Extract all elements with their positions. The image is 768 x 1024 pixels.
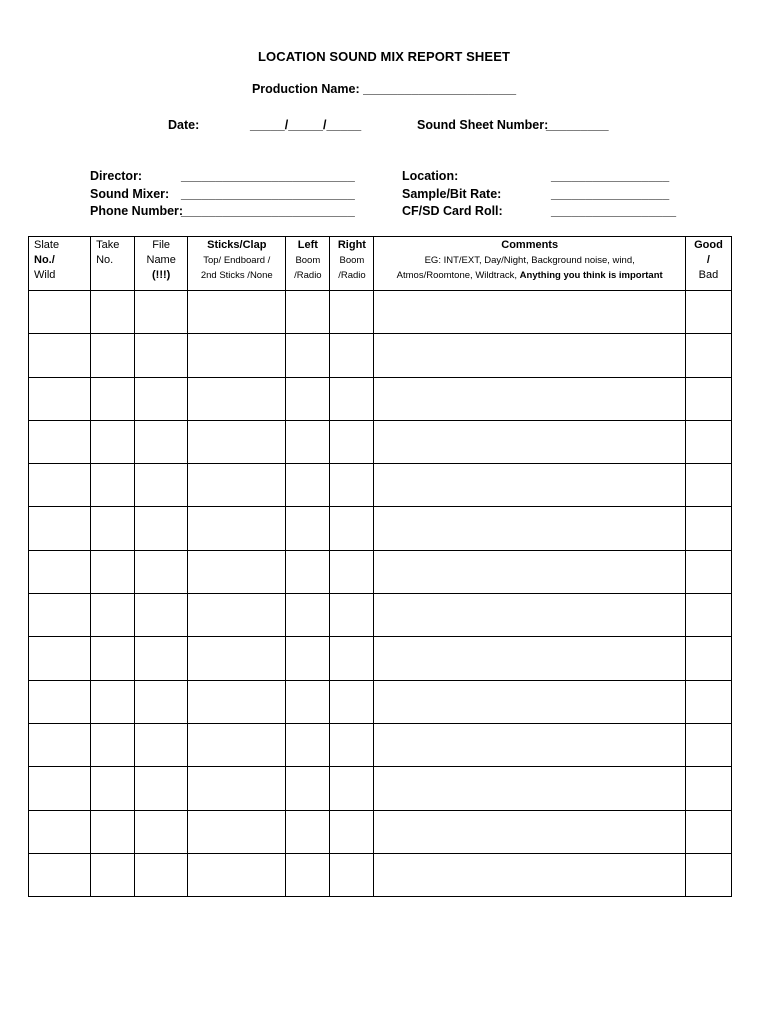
- cell-take[interactable]: [91, 853, 135, 896]
- cell-right[interactable]: [330, 594, 374, 637]
- table-row: [29, 853, 732, 896]
- cell-good-bad[interactable]: [685, 377, 731, 420]
- cell-file-name[interactable]: [135, 334, 188, 377]
- date-field[interactable]: _____/_____/_____: [250, 118, 362, 132]
- cell-sticks[interactable]: [188, 420, 286, 463]
- cell-right[interactable]: [330, 767, 374, 810]
- card-roll-label: CF/SD Card Roll:: [402, 204, 503, 218]
- location-label: Location:: [402, 169, 459, 183]
- cell-left[interactable]: [286, 420, 330, 463]
- cell-comments[interactable]: [374, 723, 685, 766]
- cell-slate[interactable]: [29, 464, 91, 507]
- cell-right[interactable]: [330, 723, 374, 766]
- sound-mixer-field[interactable]: _________________________: [181, 187, 355, 201]
- table-row: [29, 420, 732, 463]
- cell-take[interactable]: [91, 637, 135, 680]
- cell-file-name[interactable]: [135, 377, 188, 420]
- col-header-comments: Comments EG: INT/EXT, Day/Night, Background noise, wind, Atmos/Roomtone, Wildtrack, Anything you think is important: [374, 237, 685, 291]
- cell-take[interactable]: [91, 767, 135, 810]
- page-title: LOCATION SOUND MIX REPORT SHEET: [257, 49, 511, 64]
- cell-file-name[interactable]: [135, 291, 188, 334]
- cell-comments[interactable]: [374, 550, 685, 593]
- cell-sticks[interactable]: [188, 637, 286, 680]
- cell-file-name[interactable]: [135, 594, 188, 637]
- cell-take[interactable]: [91, 594, 135, 637]
- table-row: [29, 767, 732, 810]
- cell-sticks[interactable]: [188, 291, 286, 334]
- cell-slate[interactable]: [29, 291, 91, 334]
- cell-take[interactable]: [91, 723, 135, 766]
- cell-left[interactable]: [286, 507, 330, 550]
- cell-comments[interactable]: [374, 680, 685, 723]
- cell-right[interactable]: [330, 853, 374, 896]
- cell-take[interactable]: [91, 464, 135, 507]
- col-header-sticks: Sticks/Clap Top/ Endboard / 2nd Sticks /None: [188, 237, 286, 291]
- table-row: [29, 464, 732, 507]
- cell-take[interactable]: [91, 420, 135, 463]
- cell-take[interactable]: [91, 507, 135, 550]
- cell-sticks[interactable]: [188, 594, 286, 637]
- cell-good-bad[interactable]: [685, 853, 731, 896]
- sound-mixer-label: Sound Mixer:: [90, 187, 170, 201]
- cell-file-name[interactable]: [135, 464, 188, 507]
- cell-take[interactable]: [91, 680, 135, 723]
- cell-sticks[interactable]: [188, 464, 286, 507]
- col-header-slate: Slate No./ Wild: [29, 237, 91, 291]
- col-header-right: Right Boom /Radio: [330, 237, 374, 291]
- cell-slate[interactable]: [29, 637, 91, 680]
- cell-slate[interactable]: [29, 334, 91, 377]
- cell-right[interactable]: [330, 291, 374, 334]
- cell-right[interactable]: [330, 810, 374, 853]
- cell-good-bad[interactable]: [685, 680, 731, 723]
- cell-slate[interactable]: [29, 550, 91, 593]
- cell-take[interactable]: [91, 550, 135, 593]
- sample-bit-rate-label: Sample/Bit Rate:: [402, 187, 502, 201]
- cell-comments[interactable]: [374, 637, 685, 680]
- cell-left[interactable]: [286, 723, 330, 766]
- cell-sticks[interactable]: [188, 550, 286, 593]
- cell-file-name[interactable]: [135, 767, 188, 810]
- cell-slate[interactable]: [29, 767, 91, 810]
- director-label: Director:: [90, 169, 143, 183]
- cell-take[interactable]: [91, 291, 135, 334]
- cell-comments[interactable]: [374, 334, 685, 377]
- cell-comments[interactable]: [374, 853, 685, 896]
- cell-sticks[interactable]: [188, 810, 286, 853]
- cell-file-name[interactable]: [135, 723, 188, 766]
- phone-number-label: Phone Number:: [90, 204, 184, 218]
- cell-sticks[interactable]: [188, 680, 286, 723]
- table-row: [29, 680, 732, 723]
- location-field[interactable]: _________________: [551, 169, 670, 183]
- cell-file-name[interactable]: [135, 680, 188, 723]
- production-name-field[interactable]: ______________________: [363, 82, 517, 96]
- cell-left[interactable]: [286, 334, 330, 377]
- cell-slate[interactable]: [29, 810, 91, 853]
- cell-right[interactable]: [330, 507, 374, 550]
- cell-good-bad[interactable]: [685, 507, 731, 550]
- table-row: [29, 377, 732, 420]
- cell-take[interactable]: [91, 334, 135, 377]
- table-row: [29, 594, 732, 637]
- cell-comments[interactable]: [374, 291, 685, 334]
- cell-slate[interactable]: [29, 507, 91, 550]
- cell-comments[interactable]: [374, 420, 685, 463]
- table-row: [29, 291, 732, 334]
- cell-sticks[interactable]: [188, 507, 286, 550]
- cell-good-bad[interactable]: [685, 550, 731, 593]
- production-name-label: Production Name:: [251, 82, 360, 96]
- cell-good-bad[interactable]: [685, 291, 731, 334]
- cell-comments[interactable]: [374, 507, 685, 550]
- cell-slate[interactable]: [29, 594, 91, 637]
- table-row: [29, 810, 732, 853]
- sheet-number-label: Sound Sheet Number:: [417, 118, 549, 132]
- cell-file-name[interactable]: [135, 810, 188, 853]
- cell-file-name[interactable]: [135, 507, 188, 550]
- col-header-file-name: File Name (!!!): [135, 237, 188, 291]
- col-header-good-bad: Good / Bad: [685, 237, 731, 291]
- cell-sticks[interactable]: [188, 767, 286, 810]
- cell-comments[interactable]: [374, 810, 685, 853]
- cell-comments[interactable]: [374, 464, 685, 507]
- cell-comments[interactable]: [374, 377, 685, 420]
- cell-left[interactable]: [286, 377, 330, 420]
- cell-sticks[interactable]: [188, 723, 286, 766]
- cell-left[interactable]: [286, 767, 330, 810]
- cell-good-bad[interactable]: [685, 767, 731, 810]
- cell-left[interactable]: [286, 853, 330, 896]
- production-name-line: [0, 82, 768, 96]
- table-row: [29, 334, 732, 377]
- director-field[interactable]: _________________________: [181, 169, 355, 183]
- cell-good-bad[interactable]: [685, 810, 731, 853]
- cell-sticks[interactable]: [188, 853, 286, 896]
- cell-comments[interactable]: [374, 767, 685, 810]
- col-header-left: Left Boom /Radio: [286, 237, 330, 291]
- cell-slate[interactable]: [29, 680, 91, 723]
- cell-slate[interactable]: [29, 853, 91, 896]
- cell-good-bad[interactable]: [685, 334, 731, 377]
- cell-good-bad[interactable]: [685, 464, 731, 507]
- sample-bit-rate-field[interactable]: _________________: [551, 187, 670, 201]
- cell-right[interactable]: [330, 637, 374, 680]
- cell-right[interactable]: [330, 334, 374, 377]
- cell-slate[interactable]: [29, 723, 91, 766]
- table-row: [29, 723, 732, 766]
- cell-right[interactable]: [330, 377, 374, 420]
- cell-good-bad[interactable]: [685, 723, 731, 766]
- cell-take[interactable]: [91, 810, 135, 853]
- cell-comments[interactable]: [374, 594, 685, 637]
- cell-slate[interactable]: [29, 377, 91, 420]
- table-row: [29, 550, 732, 593]
- cell-slate[interactable]: [29, 420, 91, 463]
- cell-good-bad[interactable]: [685, 594, 731, 637]
- cell-left[interactable]: [286, 680, 330, 723]
- sound-report-table: [28, 236, 732, 897]
- cell-right[interactable]: [330, 550, 374, 593]
- table-row: [29, 637, 732, 680]
- date-label: Date:: [168, 118, 200, 132]
- cell-file-name[interactable]: [135, 550, 188, 593]
- cell-left[interactable]: [286, 291, 330, 334]
- phone-number-field[interactable]: _________________________: [181, 204, 355, 218]
- cell-sticks[interactable]: [188, 334, 286, 377]
- cell-good-bad[interactable]: [685, 637, 731, 680]
- sheet-number-field[interactable]: _________: [546, 118, 609, 132]
- cell-file-name[interactable]: [135, 637, 188, 680]
- cell-right[interactable]: [330, 464, 374, 507]
- card-roll-field[interactable]: __________________: [551, 204, 677, 218]
- cell-left[interactable]: [286, 594, 330, 637]
- col-header-take: Take No.: [91, 237, 135, 291]
- cell-sticks[interactable]: [188, 377, 286, 420]
- table-row: [29, 507, 732, 550]
- comments-hint-bold: Anything you think is important: [519, 270, 663, 281]
- cell-right[interactable]: [330, 680, 374, 723]
- cell-good-bad[interactable]: [685, 420, 731, 463]
- comments-hint: Atmos/Roomtone, Wildtrack,: [396, 270, 520, 281]
- cell-left[interactable]: [286, 637, 330, 680]
- cell-file-name[interactable]: [135, 420, 188, 463]
- cell-left[interactable]: [286, 464, 330, 507]
- cell-left[interactable]: [286, 550, 330, 593]
- cell-left[interactable]: [286, 810, 330, 853]
- cell-right[interactable]: [330, 420, 374, 463]
- table-header-row: [29, 237, 732, 291]
- cell-take[interactable]: [91, 377, 135, 420]
- cell-file-name[interactable]: [135, 853, 188, 896]
